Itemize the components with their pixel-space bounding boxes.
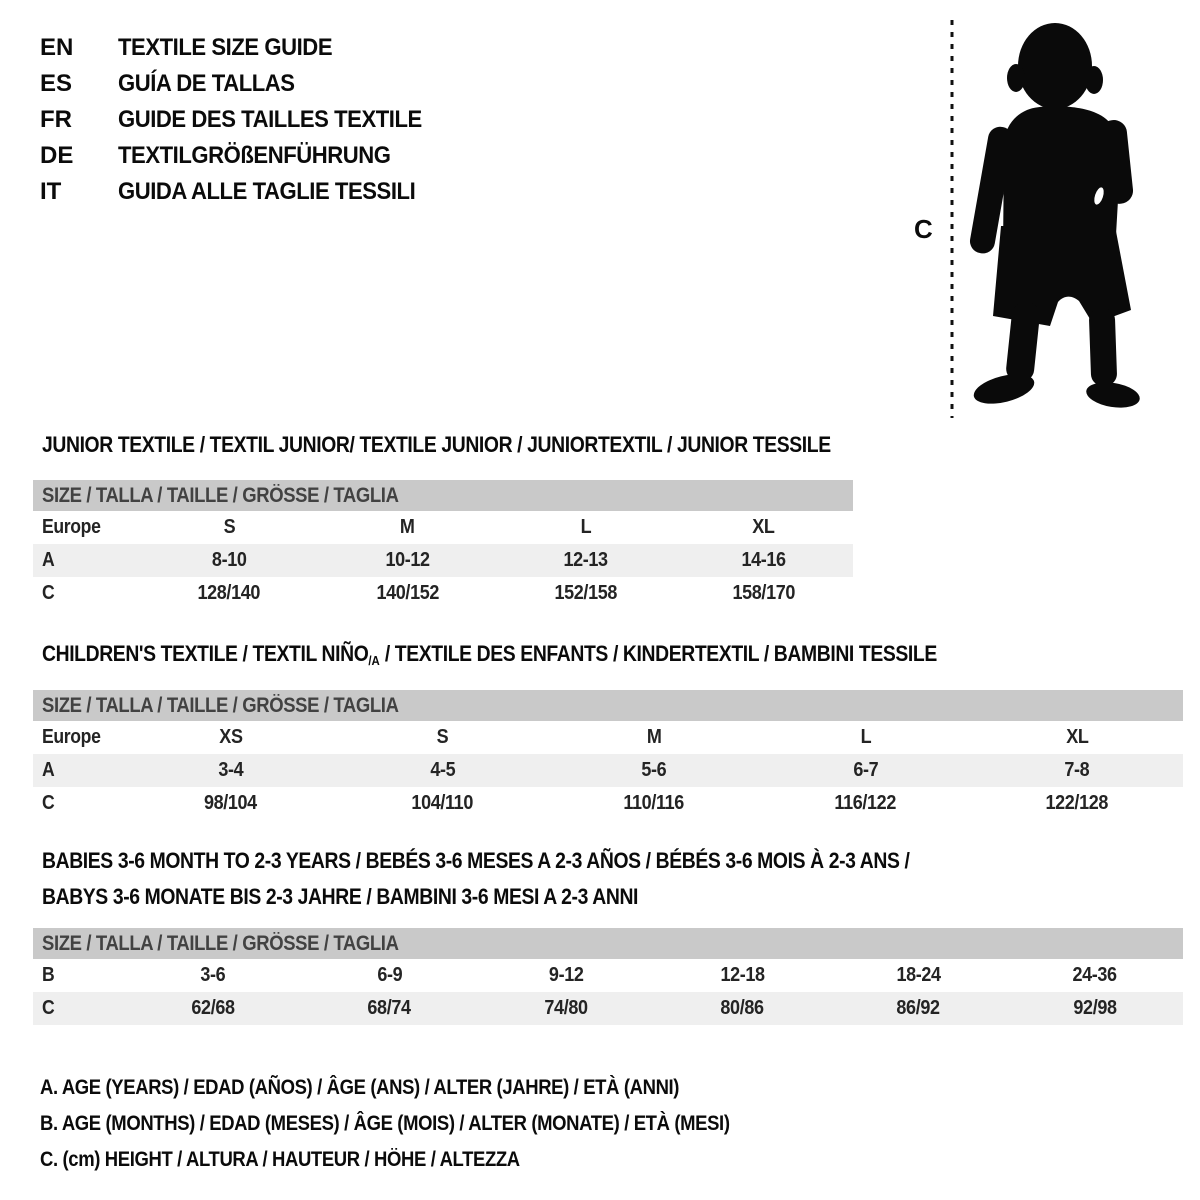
table-cell — [125, 754, 337, 787]
language-code: FR — [40, 106, 72, 133]
size-value: S — [436, 726, 449, 748]
height-dashed-line-icon — [949, 20, 955, 418]
row-label-text: A — [42, 549, 55, 571]
table-cell — [140, 577, 318, 610]
size-value: L — [860, 726, 871, 748]
size-header-bar — [33, 928, 1183, 959]
guide-title: TEXTILGRÖßENFÜHRUNG — [118, 142, 391, 169]
babies-size-table — [33, 928, 1183, 1025]
guide-title: TEXTILE SIZE GUIDE — [118, 34, 333, 61]
table-cell — [125, 721, 337, 754]
table-cell — [675, 511, 853, 544]
guide-title: GUIDA ALLE TAGLIE TESSILI — [118, 178, 416, 205]
babies-heading-line1: BABIES 3-6 MONTH TO 2-3 YEARS / BEBÉS 3-6 MESES A 2-3 AÑOS / BÉBÉS 3-6 MOIS À 2-3 ANS / — [42, 848, 910, 873]
guide-title: GUÍA DE TALLAS — [118, 70, 295, 97]
legend-text: C. (cm) HEIGHT / ALTURA / HAUTEUR / HÖHE / ALTEZZA — [40, 1148, 520, 1171]
row-label — [33, 544, 140, 577]
row-label-text: Europe — [42, 516, 101, 538]
height-value: 140/152 — [376, 582, 439, 604]
row-label-text: C — [42, 792, 55, 814]
table-cell — [125, 787, 337, 820]
legend-text: B. AGE (MONTHS) / EDAD (MESES) / ÂGE (MOIS) / ALTER (MONATE) / ETÀ (MESI) — [40, 1112, 730, 1135]
heading-subscript: /A — [368, 653, 380, 668]
language-code: ES — [40, 70, 73, 97]
row-label-text: B — [42, 964, 55, 986]
table-cell — [971, 787, 1183, 820]
language-code: EN — [40, 34, 74, 61]
table-cell — [675, 577, 853, 610]
guide-title: GUIDE DES TAILLES TEXTILE — [118, 106, 422, 133]
table-cell — [654, 992, 830, 1025]
table-cell — [548, 754, 760, 787]
size-value: XL — [752, 516, 776, 538]
row-label-text: C — [42, 582, 55, 604]
height-value: 158/170 — [732, 582, 796, 604]
height-value: 80/86 — [720, 997, 764, 1019]
age-months-value: 9-12 — [548, 964, 584, 986]
height-value: 110/116 — [623, 792, 685, 814]
table-cell — [1007, 992, 1183, 1025]
table-cell — [301, 959, 477, 992]
age-value: 5-6 — [641, 759, 667, 781]
age-value: 3-4 — [218, 759, 244, 781]
children-table-grid — [33, 721, 1183, 820]
table-cell — [548, 721, 760, 754]
height-value: 62/68 — [191, 997, 235, 1019]
legend-text: A. AGE (YEARS) / EDAD (AÑOS) / ÂGE (ANS) / ALTER (JAHRE) / ETÀ (ANNI) — [40, 1076, 680, 1099]
children-section-heading — [42, 641, 1059, 668]
language-row — [40, 30, 448, 66]
row-label — [33, 959, 125, 992]
table-cell — [337, 787, 549, 820]
age-value: 6-7 — [853, 759, 879, 781]
language-title-list — [40, 30, 448, 210]
table-cell — [971, 754, 1183, 787]
height-value: 104/110 — [411, 792, 474, 814]
height-value: 128/140 — [197, 582, 261, 604]
language-row — [40, 66, 448, 102]
table-cell — [337, 754, 549, 787]
size-value: L — [580, 516, 591, 538]
row-label — [33, 992, 125, 1025]
language-row — [40, 102, 448, 138]
row-label — [33, 577, 140, 610]
junior-section-heading — [42, 432, 938, 458]
table-cell — [830, 959, 1006, 992]
legend — [40, 1070, 824, 1178]
legend-line-b — [40, 1106, 824, 1142]
age-value: 14-16 — [741, 549, 786, 571]
row-label — [33, 511, 140, 544]
language-code: IT — [40, 178, 62, 205]
language-row — [40, 138, 448, 174]
age-months-value: 3-6 — [200, 964, 226, 986]
age-months-value: 6-9 — [377, 964, 402, 986]
table-cell — [318, 577, 496, 610]
size-header-bar — [33, 690, 1183, 721]
language-row — [40, 174, 448, 210]
size-header-bar — [33, 480, 853, 511]
size-header-text: SIZE / TALLA / TAILLE / GRÖSSE / TAGLIA — [42, 694, 399, 717]
table-cell — [971, 721, 1183, 754]
junior-section-heading-text: JUNIOR TEXTILE / TEXTIL JUNIOR/ TEXTILE JUNIOR / JUNIORTEXTIL / JUNIOR TESSILE — [42, 432, 831, 457]
table-cell — [140, 544, 318, 577]
age-months-value: 18-24 — [896, 964, 941, 986]
size-header-text: SIZE / TALLA / TAILLE / GRÖSSE / TAGLIA — [42, 484, 399, 507]
table-cell — [497, 511, 675, 544]
table-cell — [318, 544, 496, 577]
row-label — [33, 721, 125, 754]
height-value: 116/122 — [834, 792, 897, 814]
table-cell — [675, 544, 853, 577]
size-header-text: SIZE / TALLA / TAILLE / GRÖSSE / TAGLIA — [42, 932, 399, 955]
age-value: 4-5 — [429, 759, 455, 781]
table-cell — [301, 992, 477, 1025]
age-value: 10-12 — [385, 549, 430, 571]
heading-part: CHILDREN'S TEXTILE / TEXTIL NIÑO — [42, 641, 369, 666]
height-measure-label: C — [914, 214, 933, 244]
height-value: 98/104 — [204, 792, 258, 814]
table-cell — [760, 754, 972, 787]
size-value: XS — [219, 726, 243, 748]
age-months-value: 24-36 — [1072, 964, 1117, 986]
age-value: 12-13 — [563, 549, 608, 571]
legend-line-a — [40, 1070, 824, 1106]
table-cell — [140, 511, 318, 544]
height-value: 68/74 — [367, 997, 412, 1019]
children-size-table — [33, 690, 1183, 820]
babies-heading-line2: BABYS 3-6 MONATE BIS 2-3 JAHRE / BAMBINI 3-6 MESI A 2-3 ANNI — [42, 884, 639, 909]
row-label-text: Europe — [42, 726, 101, 748]
table-cell — [497, 544, 675, 577]
junior-size-table — [33, 480, 853, 610]
table-cell — [478, 992, 654, 1025]
language-code: DE — [40, 142, 74, 169]
size-value: S — [223, 516, 235, 538]
size-value: XL — [1066, 726, 1089, 748]
age-value: 7-8 — [1064, 759, 1090, 781]
height-value: 92/98 — [1073, 997, 1117, 1019]
table-cell — [760, 787, 972, 820]
table-cell — [337, 721, 549, 754]
table-cell — [125, 992, 301, 1025]
table-cell — [830, 992, 1006, 1025]
height-value: 122/128 — [1045, 792, 1109, 814]
size-value: M — [400, 516, 415, 538]
age-value: 8-10 — [211, 549, 247, 571]
row-label-text: A — [42, 759, 55, 781]
heading-part: / TEXTILE DES ENFANTS / KINDERTEXTIL / BAMBINI TESSILE — [379, 641, 937, 666]
height-value: 86/92 — [896, 997, 941, 1019]
babies-table-grid — [33, 959, 1183, 1025]
age-months-value: 12-18 — [720, 964, 765, 986]
table-cell — [125, 959, 301, 992]
row-label — [33, 787, 125, 820]
babies-section-heading — [42, 843, 1028, 915]
table-cell — [548, 787, 760, 820]
baby-silhouette-icon — [963, 14, 1141, 418]
table-cell — [1007, 959, 1183, 992]
legend-line-c — [40, 1142, 824, 1178]
junior-table-grid — [33, 511, 853, 610]
table-cell — [497, 577, 675, 610]
table-cell — [478, 959, 654, 992]
size-value: M — [646, 726, 662, 748]
height-value: 74/80 — [544, 997, 588, 1019]
height-value: 152/158 — [554, 582, 617, 604]
row-label — [33, 754, 125, 787]
table-cell — [760, 721, 972, 754]
table-cell — [318, 511, 496, 544]
children-section-heading-text — [42, 641, 937, 668]
row-label-text: C — [42, 997, 55, 1019]
table-cell — [654, 959, 830, 992]
